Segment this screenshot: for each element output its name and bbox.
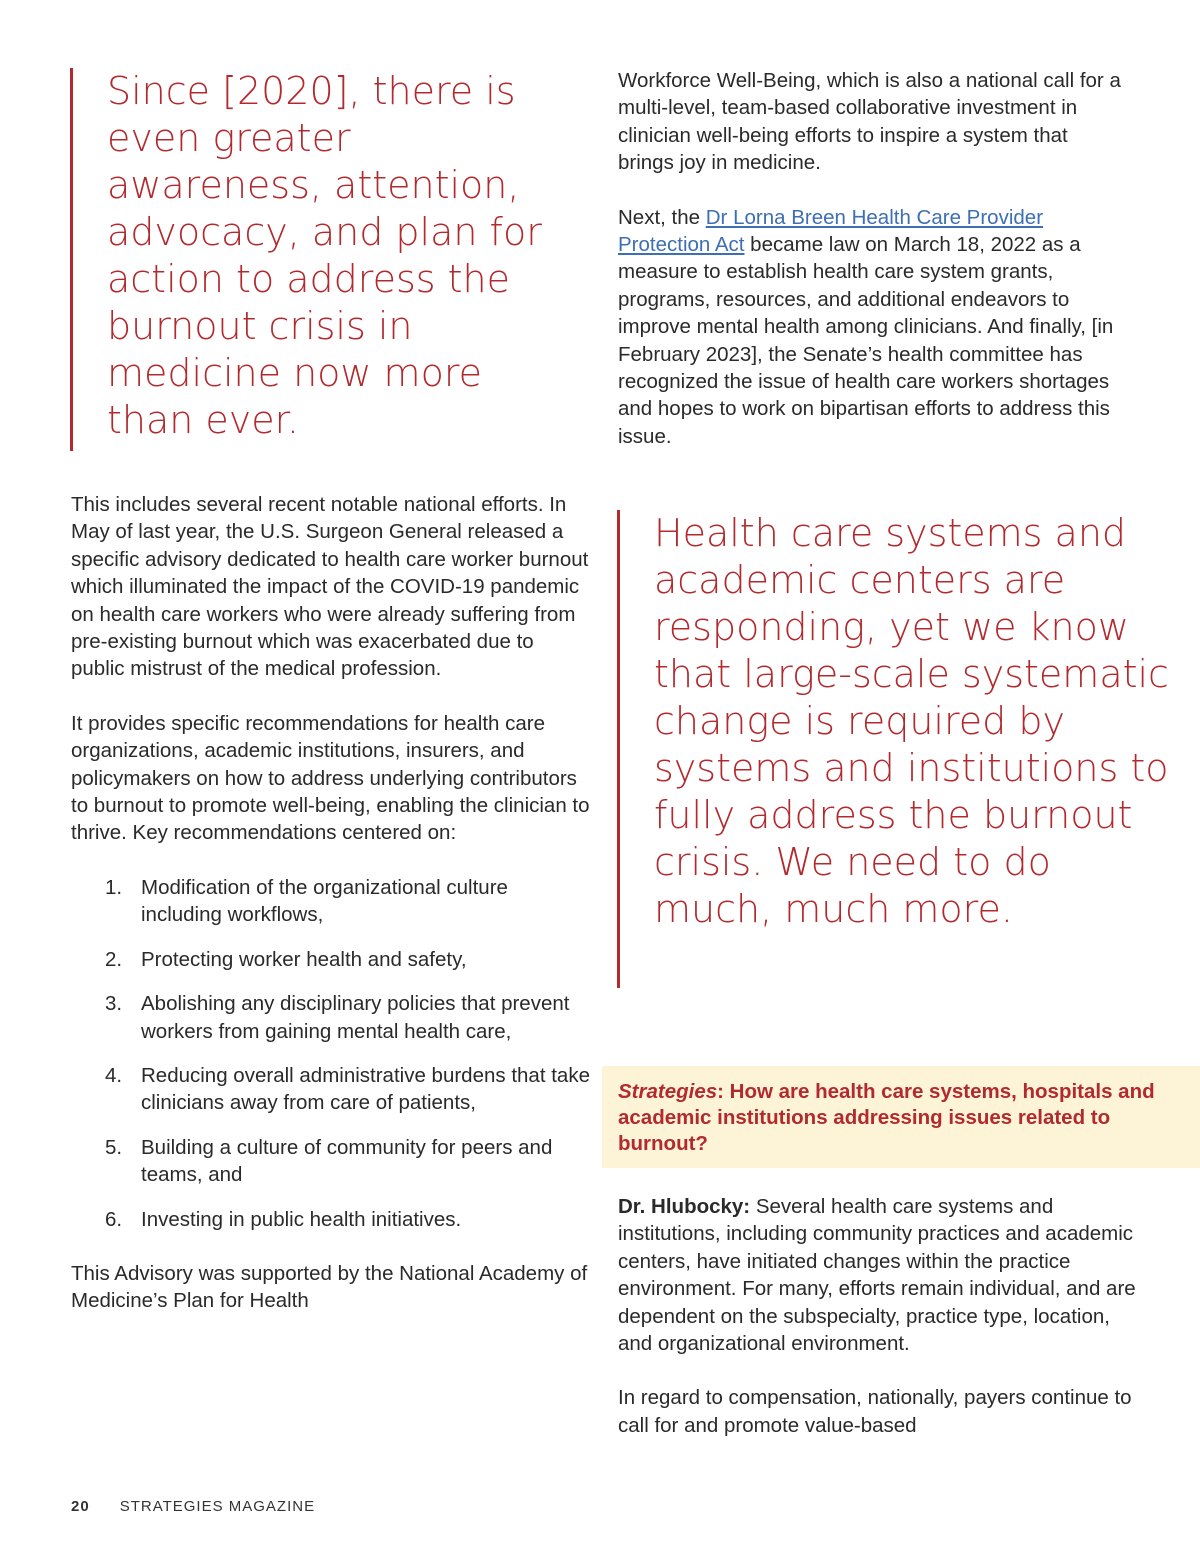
callout-question-text: : How are health care systems, hospitals and academic institutions addressing issues related to burnout? xyxy=(618,1080,1155,1155)
pull-quote-2 xyxy=(617,510,1174,988)
left-paragraph-1: This includes several recent notable national efforts. In May of last year, the U.S. Surgeon General released a specific advisory dedicated to health care worker burnout which illuminated the impact of the COVID-19 pandemic on health care workers who were already suffering from pre-existing burnout which was exacerbated due to public mistrust of the medical profession. xyxy=(71,493,589,681)
page-number: 20 xyxy=(71,1498,90,1515)
strategies-question-callout xyxy=(602,1066,1200,1168)
pull-quote-1 xyxy=(70,68,577,451)
recommendations-list xyxy=(71,874,591,1233)
list-item: 1. Modification of the organizational culture including workflows, xyxy=(105,875,508,927)
list-item: 2. Protecting worker health and safety, xyxy=(105,947,467,971)
right-paragraph-1: Workforce Well-Being, which is also a national call for a multi-level, team-based collaborative investment in clinician well-being efforts to inspire a system that brings joy in medicine. xyxy=(618,69,1121,175)
right-column-top xyxy=(618,67,1123,450)
left-paragraph-3: This Advisory was supported by the National Academy of Medicine’s Plan for Health xyxy=(71,1261,588,1313)
list-item: 5. Building a culture of community for peers and teams, and xyxy=(105,1135,553,1187)
speaker-name: Dr. Hlubocky: xyxy=(618,1195,751,1218)
left-paragraph-2: It provides specific recommendations for health care organizations, academic institutions, insurers, and policymakers on how to address underlying contributors to burnout to promote well-being, enabling the clinician to thrive. Key recommendations centered on: xyxy=(71,711,590,845)
list-item: 6. Investing in public health initiatives. xyxy=(105,1207,462,1231)
callout-italic-label: Strategies xyxy=(618,1080,718,1103)
right-paragraph-3: Dr. Hlubocky: Several health care systems and institutions, including community practices and academic centers, have initiated changes within the practice environment. For many, efforts remain individual, and are dependent on the subspecialty, practice type, location, and organizational environment. xyxy=(618,1195,1136,1356)
left-column xyxy=(71,491,591,1315)
page-footer xyxy=(71,1498,315,1515)
lorna-breen-act-link[interactable]: Dr Lorna Breen Health Care Provider Protection Act xyxy=(618,205,1044,257)
pull-quote-2-text: Health care systems and academic centers are responding, yet we know that large-scale systematic change is required by systems and institutions to fully address the burnout crisis. We need to do much, much more. xyxy=(654,511,1169,931)
pull-quote-1-text: Since [2020], there is even greater awareness, attention, advocacy, and plan for action to address the burnout crisis in medicine now more than ever. xyxy=(107,69,542,442)
list-item: 4. Reducing overall administrative burdens that take clinicians away from care of patients, xyxy=(105,1063,590,1115)
list-item: 3. Abolishing any disciplinary policies that prevent workers from gaining mental health care, xyxy=(105,992,570,1043)
right-paragraph-4: In regard to compensation, nationally, payers continue to call for and promote value-based xyxy=(618,1386,1132,1437)
publication-name: STRATEGIES MAGAZINE xyxy=(119,1498,316,1515)
right-paragraph-2: Next, the Dr Lorna Breen Health Care Provider Protection Act became law on March 18, 2022 as a measure to establish health care system grants, programs, resources, and additional endeavors to improve mental health among clinicians. And finally, [in February 2023], the Senate’s health committee has recognized the issue of health care workers shortages and hopes to work on bipartisan efforts to address this issue. xyxy=(618,205,1114,448)
right-column-bottom xyxy=(618,1193,1138,1439)
